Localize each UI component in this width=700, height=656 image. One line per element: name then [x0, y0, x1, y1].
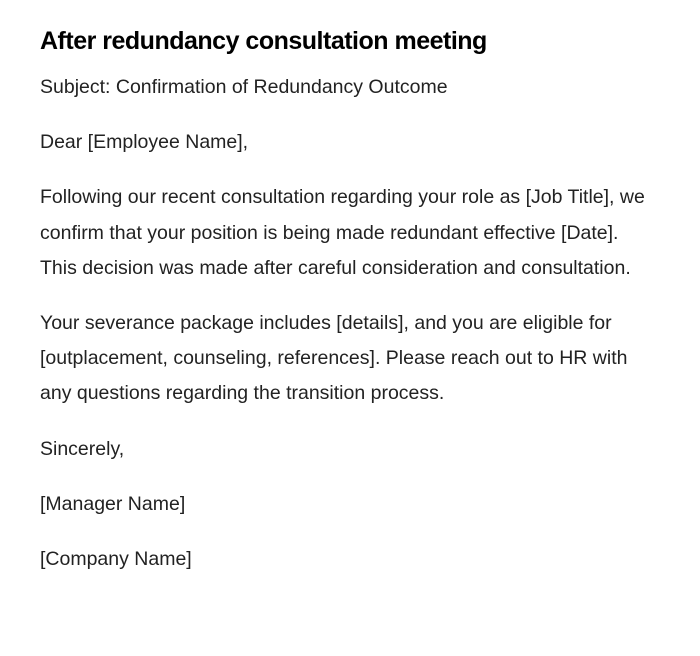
manager-name: [Manager Name]: [40, 492, 186, 515]
company-name: [Company Name]: [40, 548, 192, 571]
salutation: Dear [Employee Name],: [40, 131, 249, 154]
subject-line: Subject: Confirmation of Redundancy Outcome: [40, 76, 448, 98]
body-paragraph: Following our recent consultation regarding your role as [Job Title], we confirm that your position is being made redundant effective [Date]. This decision was made after careful consideration and consultation.: [40, 186, 645, 279]
document-title: After redundancy consultation meeting: [40, 27, 487, 55]
letter-document: [40, 22, 650, 577]
body-paragraph: Your severance package includes [details], and you are eligible for [outplacement, counseling, references]. Please reach out to HR with any questions regarding the transition process.: [40, 312, 628, 405]
closing: Sincerely,: [40, 437, 125, 460]
